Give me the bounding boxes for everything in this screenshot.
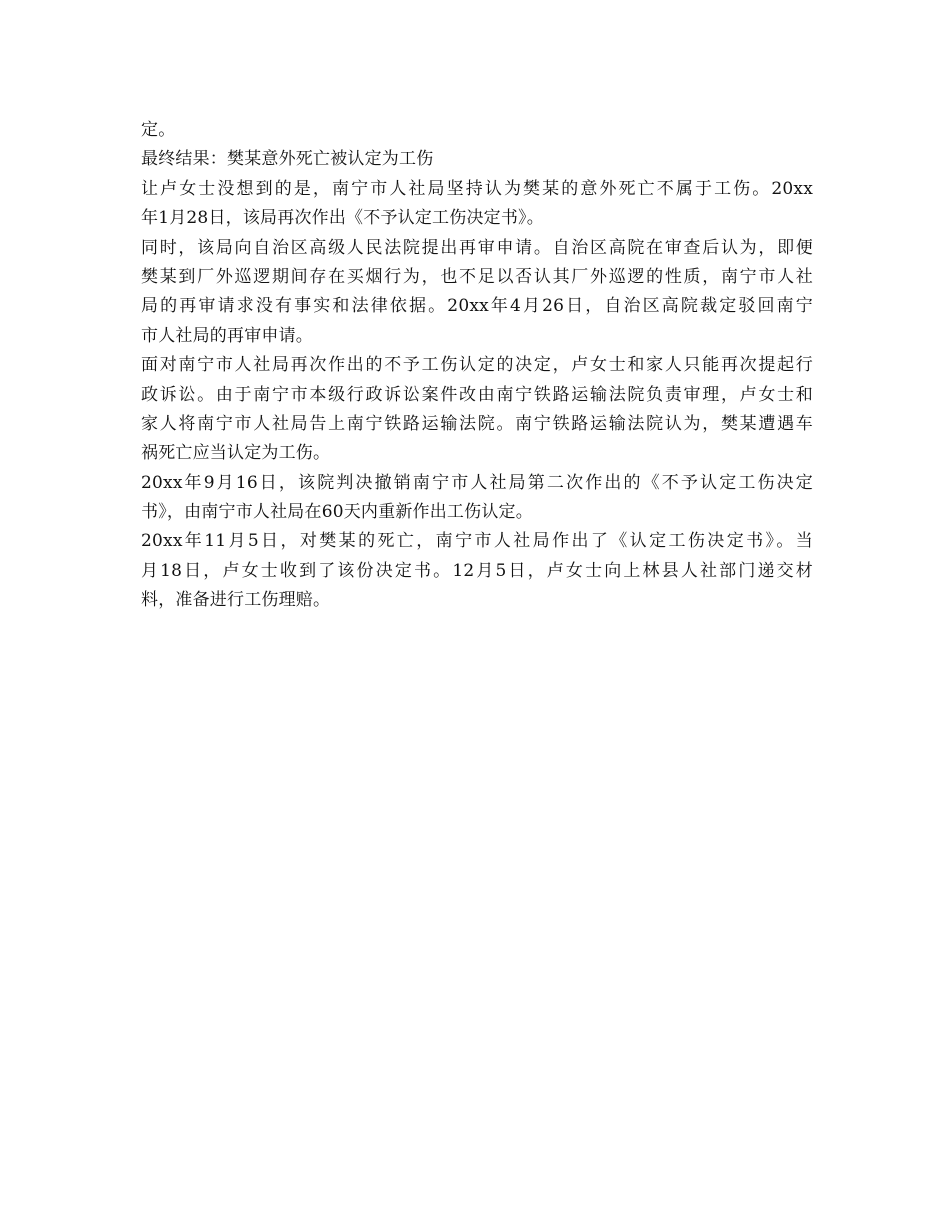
document-body [141,116,813,616]
section-heading: 最终结果：樊某意外死亡被认定为工伤 [141,149,434,170]
text-line: 让卢女士没想到的是，南宁市人社局坚持认为樊某的意外死亡不属于工伤。20xx [141,178,813,199]
text-line: 20xx年11月5日，对樊某的死亡，南宁市人社局作出了《认定工伤决定书》。当 [141,531,813,552]
text-line: 年1月28日，该局再次作出《不予认定工伤决定书》。 [141,208,544,229]
text-line: 樊某到厂外巡逻期间存在买烟行为，也不足以否认其厂外巡逻的性质，南宁市人社 [141,266,813,287]
text-line: 20xx年9月16日，该院判决撤销南宁市人社局第二次作出的《不予认定工伤决定 [141,472,813,493]
text-line: 月18日，卢女士收到了该份决定书。12月5日，卢女士向上林县人社部门递交材 [141,560,813,581]
text-line: 定。 [141,120,176,140]
text-line: 祸死亡应当认定为工伤。 [141,443,331,464]
text-line: 书》，由南宁市人社局在60天内重新作出工伤认定。 [141,502,533,523]
text-line: 局的再审请求没有事实和法律依据。20xx年4月26日，自治区高院裁定驳回南宁 [141,296,813,317]
text-line: 家人将南宁市人社局告上南宁铁路运输法院。南宁铁路运输法院认为，樊某遭遇车 [141,413,813,434]
text-line: 料，准备进行工伤理赔。 [141,590,331,611]
text-line: 政诉讼。由于南宁市本级行政诉讼案件改由南宁铁路运输法院负责审理，卢女士和 [141,384,813,405]
text-line: 同时，该局向自治区高级人民法院提出再审申请。自治区高院在审查后认为，即便 [141,237,813,258]
text-line: 市人社局的再审申请。 [141,325,313,346]
text-line: 面对南宁市人社局再次作出的不予工伤认定的决定，卢女士和家人只能再次提起行 [141,355,813,376]
